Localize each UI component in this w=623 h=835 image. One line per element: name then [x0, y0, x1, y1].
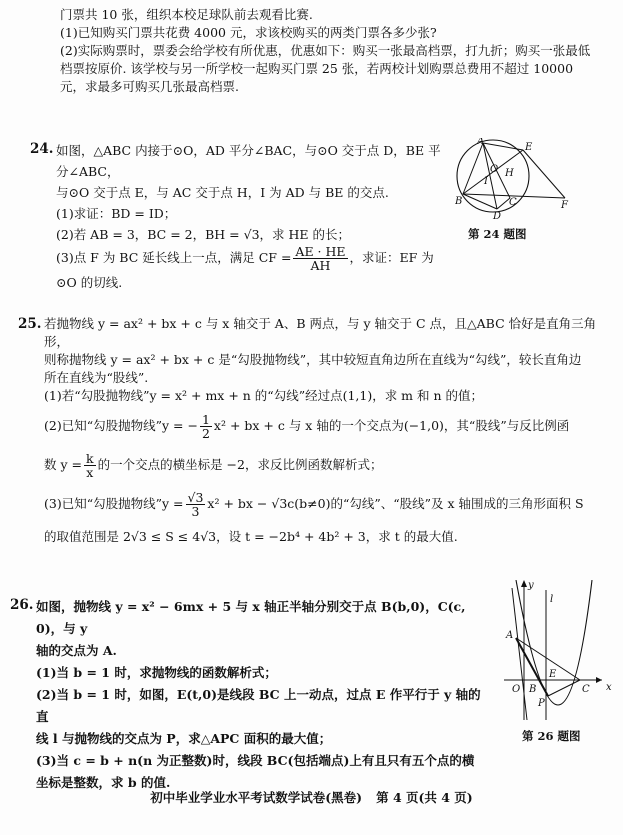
label-P: P [538, 698, 545, 709]
q23-line: (2)实际购票时，票委会给学校有所优惠，优惠如下：购买一张最高档票，打九折；购买一张最低 [60, 43, 591, 58]
q23-block [60, 6, 616, 96]
q24-block [56, 140, 442, 293]
label-B: B [529, 684, 537, 695]
q25-fraction-k-over-x [84, 452, 96, 479]
label-H: H [505, 168, 514, 179]
label-O: O [512, 684, 521, 695]
label-B: B [455, 196, 463, 207]
q25-line: 所在直线为“股线”. [44, 370, 149, 385]
fraction-numerator: √3 [187, 490, 204, 505]
fraction-denominator: AH [310, 258, 331, 273]
label-E: E [525, 142, 533, 153]
q26-figure-parabola [502, 580, 617, 725]
label-I: I [484, 176, 488, 187]
label-D: D [493, 211, 502, 220]
q23-line: 元，求最多可购买几张最高档票. [60, 79, 239, 94]
q25-part2-post: x² + bx + c 与 x 轴的一个交点为(−1,0)，其“股线”与反比例函 [213, 418, 570, 433]
q26-line: 如图，抛物线 y = x² − 6mx + 5 与 x 轴正半轴分别交于点 B(b,0)，C(c,0)，与 y [36, 599, 466, 636]
q24-line: (1)求证：BD = ID； [56, 206, 177, 221]
q25-part2b-post: 的一个交点的横坐标是 −2，求反比例函数解析式； [97, 457, 383, 472]
q26-caption: 第 26 题图 [522, 729, 581, 743]
q25-line: (1)若“勾股抛物线”y = x² + mx + n 的“勾线”经过点(1,1)，求 m 和 n 的值； [44, 388, 484, 403]
q25-part2b-pre: 数 y = [44, 457, 82, 472]
q25-part3-pre: (3)已知“勾股抛物线”y = [44, 496, 184, 511]
fraction-numerator: 1 [201, 412, 210, 427]
fraction-numerator: AE · HE [295, 244, 346, 259]
q25-part2b [44, 452, 616, 479]
q26-line: 线 l 与抛物线的交点为 P，求△APC 面积的最大值； [36, 731, 332, 746]
fraction-denominator: x [86, 465, 94, 480]
q26-block [36, 596, 492, 794]
fraction-denominator: 3 [191, 504, 200, 519]
q25-part2-pre: (2)已知“勾股抛物线”y = − [44, 418, 198, 433]
q26-line: 轴的交点为 A. [36, 643, 117, 658]
q25-fraction-sqrt3-over-3 [186, 491, 206, 518]
q25-block [44, 315, 616, 546]
q24-fraction [293, 245, 347, 272]
q25-line: 则称抛物线 y = ax² + bx + c 是“勾股抛物线”，其中较短直角边所在直线为“勾线”，较长直角边 [44, 352, 582, 367]
fraction-numerator: k [85, 451, 94, 466]
q25-part3 [44, 491, 616, 518]
label-y: y [528, 580, 534, 591]
label-x: x [606, 682, 612, 693]
label-E: E [549, 669, 557, 680]
q24-part3-pre: (3)点 F 为 BC 延长线上一点，满足 CF = [56, 250, 292, 265]
q23-line: 门票共 10 张，组织本校足球队前去观看比赛. [60, 7, 313, 22]
q25-line: 若抛物线 y = ax² + bx + c 与 x 轴交于 A、B 两点，与 y 轴交于 C 点，且△ABC 恰好是直角三角形， [44, 316, 597, 349]
label-C: C [509, 197, 517, 208]
q24-part3 [56, 245, 442, 293]
q25-part3-post: x² + bx − √3c(b≠0)的“勾线”、“股线”及 x 轴围成的三角形面积 S [207, 496, 584, 511]
label-F: F [561, 200, 568, 211]
q25-fraction-half [200, 413, 212, 440]
q26-line: (1)当 b = 1 时，求抛物线的函数解析式； [36, 665, 277, 680]
label-C: C [582, 684, 590, 695]
q25-part3-last: 的取值范围是 2√3 ≤ S ≤ 4√3，设 t = −2b⁴ + 4b² + 3，求 t 的最大值. [44, 529, 458, 544]
label-O: O [490, 164, 499, 175]
footer [0, 788, 623, 806]
footer-title: 初中毕业学业水平考试数学试卷(黑卷) [150, 790, 363, 805]
footer-page-number: 第 4 页(共 4 页) [376, 790, 473, 805]
q26-line: (2)当 b = 1 时，如图，E(t,0)是线段 BC 上一动点，过点 E 作平行于 y 轴的直 [36, 687, 481, 724]
q24-caption: 第 24 题图 [468, 227, 527, 241]
q26-line: (3)当 c = b + n(n 为正整数)时，线段 BC(包括端点)上有且只有五个点的横 [36, 753, 475, 768]
q25-part2 [44, 413, 616, 440]
fraction-denominator: 2 [201, 426, 210, 441]
q24-line: (2)若 AB = 3，BC = 2，BH = √3，求 HE 的长； [56, 227, 351, 242]
q25-number: 25. [18, 316, 42, 332]
q24-line: 与⊙O 交于点 E，与 AC 交于点 H，I 为 AD 与 BE 的交点. [56, 185, 389, 200]
label-A: A [506, 630, 514, 641]
q24-figure-circle-diagram [455, 138, 575, 220]
q26-line: 坐标是整数，求 b 的值. [36, 775, 171, 790]
label-l: l [550, 594, 554, 605]
q23-line: (1)已知购买门票共花费 4000 元，求该校购买的两类门票各多少张? [60, 25, 437, 40]
label-A: A [477, 138, 485, 147]
q26-number: 26. [10, 597, 34, 613]
q24-number: 24. [30, 141, 54, 157]
q24-part3-post: ，求证：EF 为⊙O 的切线. [56, 250, 434, 290]
q23-line: 档票按原价. 该学校与另一所学校一起购买门票 25 张，若两校计划购票总费用不超过 10000 [60, 61, 574, 76]
q24-line: 如图，△ABC 内接于⊙O，AD 平分∠BAC，与⊙O 交于点 D，BE 平分∠ABC， [56, 143, 441, 179]
